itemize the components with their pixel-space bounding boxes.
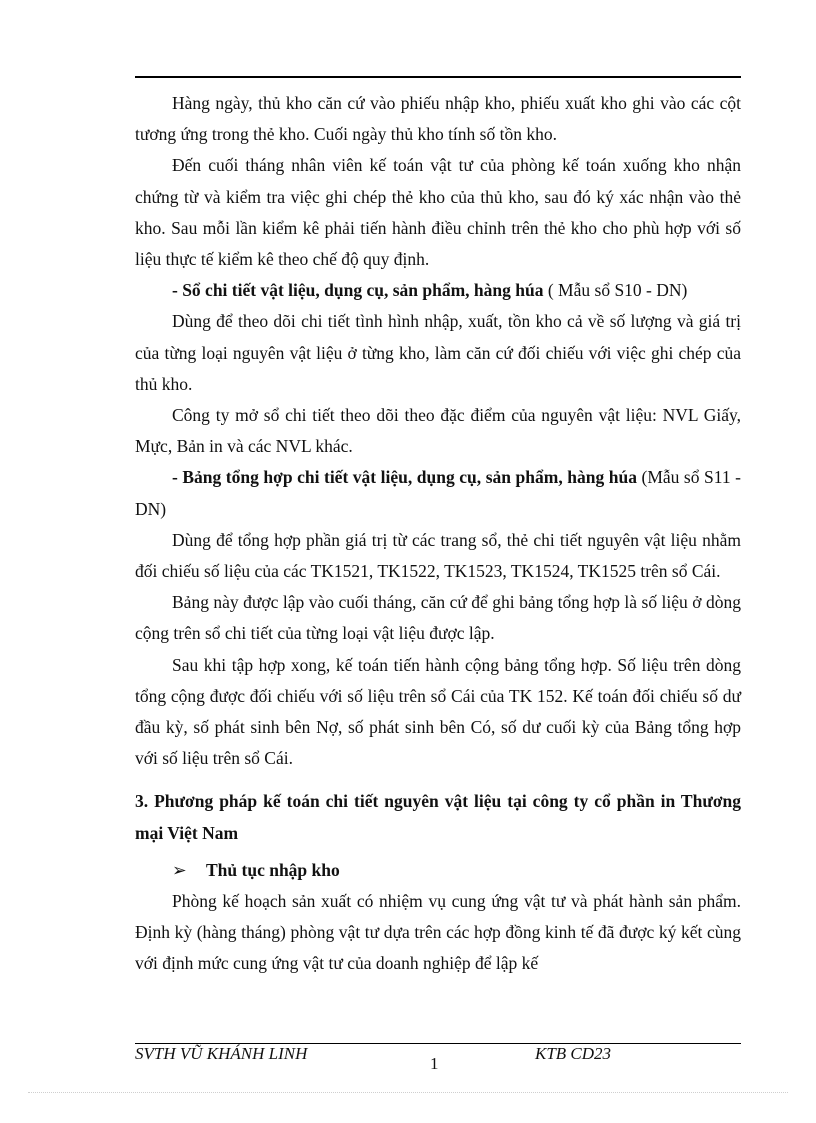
header-rule [135, 76, 741, 78]
paragraph-7: Dùng để tổng hợp phần giá trị từ các trang sổ, thẻ chi tiết nguyên vật liệu nhằm đối chiếu số liệu của các TK1521, TK1522, TK1523, TK1524, TK1525 trên sổ Cái. [135, 529, 741, 582]
arrow-bullet-icon: ➢ [172, 859, 187, 880]
sub-heading-text: Thủ tục nhập kho [206, 859, 340, 880]
sub-heading [172, 855, 741, 886]
paragraph-8: Bảng này được lập vào cuối tháng, căn cứ để ghi bảng tổng hợp là số liệu ở dòng cộng trên sổ chi tiết của từng loại vật liệu được lập. [135, 592, 741, 644]
document-body [135, 88, 741, 980]
paragraph-2: Đến cuối tháng nhân viên kế toán vật tư của phòng kế toán xuống kho nhận chứng từ và kiểm tra việc ghi chép thẻ kho của thủ kho, sau đó ký xác nhận vào thẻ kho. Sau mỗi lần kiểm kê phải tiến hành điều chỉnh trên thẻ kho cho phù hợp với số liệu thực tế kiểm kê theo chế độ quy định. [135, 155, 741, 270]
paragraph-6-bold: - Bảng tổng hợp chi tiết vật liệu, dụng cụ, sản phẩm, hàng húa [172, 467, 637, 488]
footer-author: SVTH VŨ KHÁNH LINH [135, 1044, 308, 1063]
paragraph-5: Công ty mở sổ chi tiết theo dõi theo đặc điểm của nguyên vật liệu: NVL Giấy, Mực, Bản in và các NVL khác. [135, 405, 741, 457]
paragraph-3-bold: - Sổ chi tiết vật liệu, dụng cụ, sản phẩm, hàng húa [172, 280, 544, 301]
paragraph-9: Sau khi tập hợp xong, kế toán tiến hành cộng bảng tổng hợp. Số liệu trên dòng tổng cộng được đối chiếu với số liệu trên sổ Cái của TK 152. Kế toán đối chiếu số dư đầu kỳ, số phát sinh bên Nợ, số phát sinh bên Có, số dư cuối kỳ của Bảng tổng hợp với số liệu trên sổ Cái. [135, 654, 741, 769]
paragraph-6 [135, 462, 741, 524]
paragraph-1: Hàng ngày, thủ kho căn cứ vào phiếu nhập kho, phiếu xuất kho ghi vào các cột tương ứng trong thẻ kho. Cuối ngày thủ kho tính số tồn kho. [135, 93, 741, 145]
footer-class-code: KTB CD23 [535, 1044, 612, 1063]
paragraph-4: Dùng để theo dõi chi tiết tình hình nhập, xuất, tồn kho cả về số lượng và giá trị của từng loại nguyên vật liệu ở từng kho, làm căn cứ đối chiếu với việc ghi chép của thủ kho. [135, 311, 741, 394]
paragraph-10: Phòng kế hoạch sản xuất có nhiệm vụ cung ứng vật tư và phát hành sản phẩm. Định kỳ (hàng tháng) phòng vật tư dựa trên các hợp đồng kinh tế đã được ký kết cùng với định mức cung ứng vật tư của doanh nghiệp để lập kế [135, 891, 741, 974]
paragraph-3 [135, 275, 741, 306]
page-number: 1 [430, 1054, 439, 1073]
paragraph-3-rest: ( Mẫu sổ S10 - DN) [543, 280, 688, 301]
paragraph-6-rest: (Mẫu sổ S11 - DN) [135, 467, 741, 519]
page-edge-divider [28, 1092, 788, 1093]
section-heading: 3. Phương pháp kế toán chi tiết nguyên vật liệu tại công ty cổ phần in Thương mại Việt Nam [135, 791, 741, 843]
